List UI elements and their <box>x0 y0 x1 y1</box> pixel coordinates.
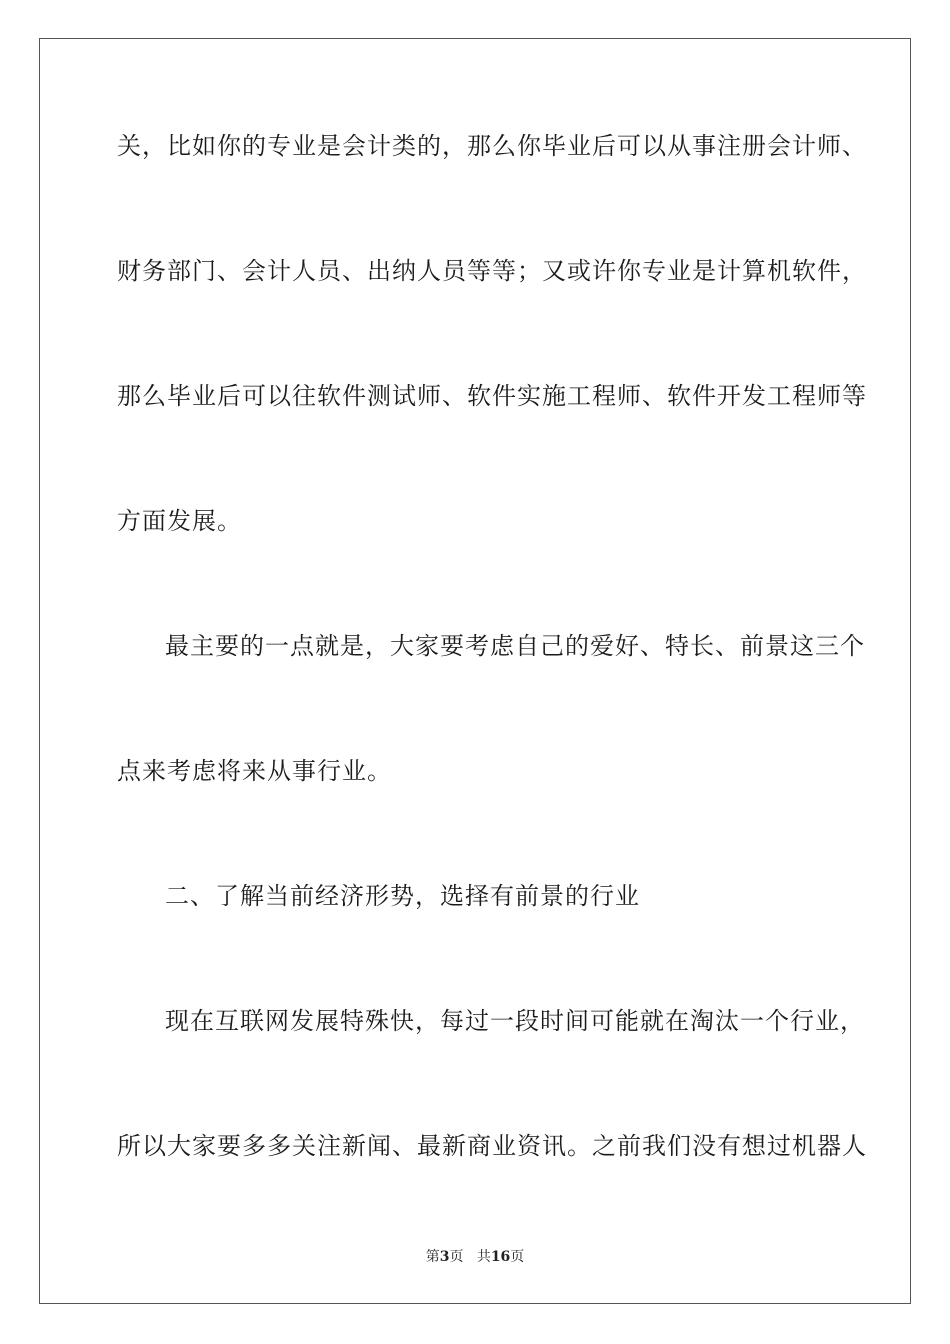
page-footer <box>0 1248 950 1266</box>
body-line-4: 方面发展。 <box>117 507 242 535</box>
body-line-6: 点来考虑将来从事行业。 <box>117 757 392 785</box>
body-line-9: 所以大家要多多关注新闻、最新商业资讯。之前我们没有想过机器人 <box>117 1132 867 1160</box>
section-heading: 二、了解当前经济形势，选择有前景的行业 <box>165 882 640 910</box>
page-suffix: 页 <box>449 1249 464 1265</box>
total-suffix: 页 <box>510 1249 525 1265</box>
body-line-1: 关，比如你的专业是会计类的，那么你毕业后可以从事注册会计师、 <box>117 132 867 160</box>
body-line-2: 财务部门、会计人员、出纳人员等等；又或许你专业是计算机软件， <box>117 257 867 285</box>
page-number: 3 <box>439 1249 450 1265</box>
page-border <box>39 38 911 1304</box>
body-line-3: 那么毕业后可以往软件测试师、软件实施工程师、软件开发工程师等 <box>117 382 867 410</box>
paragraph-line-8: 现在互联网发展特殊快，每过一段时间可能就在淘汰一个行业， <box>165 1007 865 1035</box>
total-pages: 16 <box>490 1249 511 1265</box>
page-prefix: 第 <box>425 1249 440 1265</box>
paragraph-line-5: 最主要的一点就是，大家要考虑自己的爱好、特长、前景这三个 <box>165 632 865 660</box>
total-prefix: 共 <box>476 1249 491 1265</box>
